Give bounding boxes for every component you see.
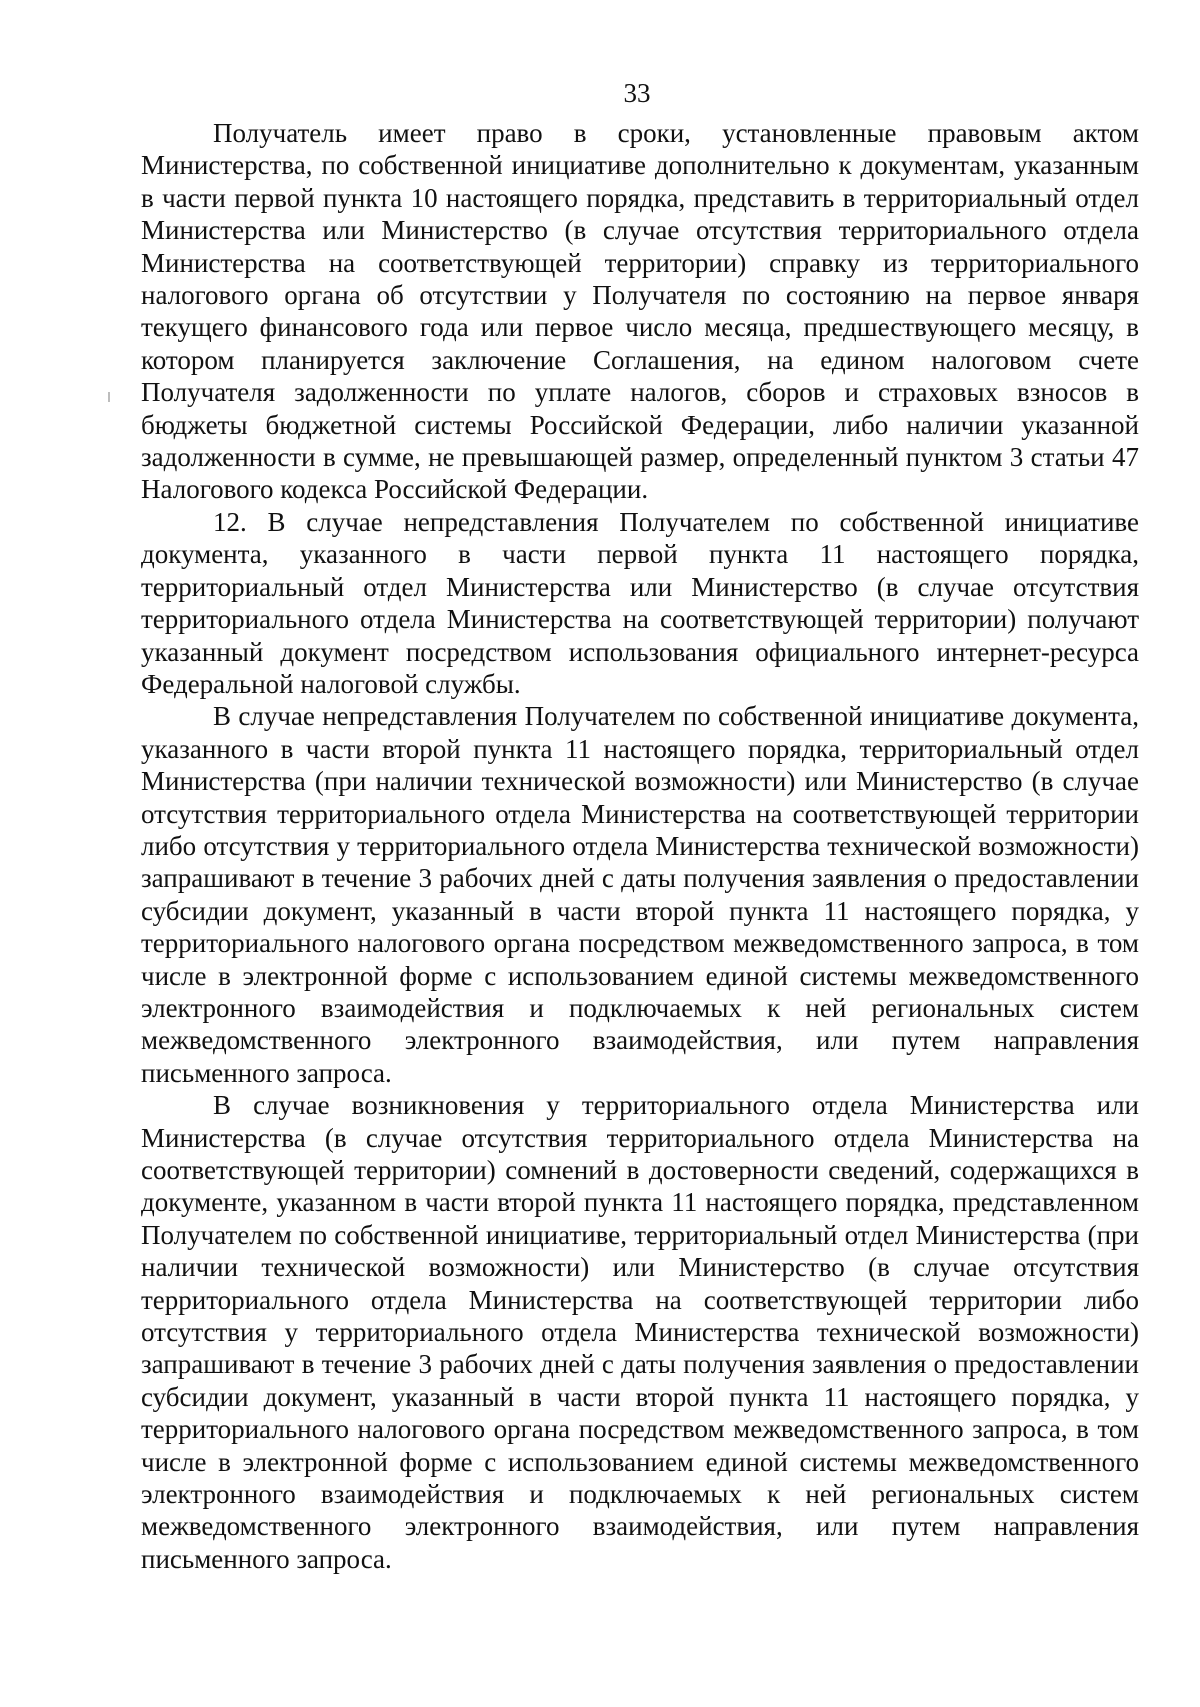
page-number: 33	[623, 78, 651, 108]
document-body	[141, 117, 1139, 1575]
paragraph-second-part-request: В случае непредставления Получателем по собственной инициативе документа, указанного в части второй пункта 11 настоящего порядка, территориальный отдел Министерства (при наличии технической возможности) или Министерство (в случае отсутствия территориального отдела Министерства на соответствующей территории либо отсутствия у территориального отдела Министерства технической возможности) запрашивают в течение 3 рабочих дней с даты получения заявления о предоставлении субсидии документ, указанный в части второй пункта 11 настоящего порядка, у территориального налогового органа посредством межведомственного запроса, в том числе в электронной форме с использованием единой системы межведомственного электронного взаимодействия и подключаемых к ней региональных систем межведомственного электронного взаимодействия, или путем направления письменного запроса.	[141, 701, 1139, 1088]
scan-artifact-mark	[108, 392, 110, 402]
paragraph-item-12: 12. В случае непредставления Получателем по собственной инициативе документа, указанного в части первой пункта 11 настоящего порядка, территориальный отдел Министерства или Министерство (в случае отсутствия территориального отдела Министерства на соответствующей территории) получают указанный документ посредством использования официального интернет-ресурса Федеральной налоговой службы.	[141, 506, 1139, 699]
paragraph-recipient-right: Получатель имеет право в сроки, установленные правовым актом Министерства, по собственной инициативе дополнительно к документам, указанным в части первой пункта 10 настоящего порядка, представить в территориальный отдел Министерства или Министерство (в случае отсутствия территориального отдела Министерства на соответствующей территории) справку из территориального налогового органа об отсутствии у Получателя по состоянию на первое января текущего финансового года или первое число месяца, предшествующего месяцу, в котором планируется заключение Соглашения, на едином налоговом счете Получателя задолженности по уплате налогов, сборов и страховых взносов в бюджеты бюджетной системы Российской Федерации, либо наличии указанной задолженности в сумме, не превышающей размер, определенный пунктом 3 статьи 47 Налогового кодекса Российской Федерации.	[141, 118, 1139, 505]
paragraph-doubt-request: В случае возникновения у территориального отдела Министерства или Министерства (в случае отсутствия территориального отдела Министерства на соответствующей территории) сомнений в достоверности сведений, содержащихся в документе, указанном в части второй пункта 11 настоящего порядка, представленном Получателем по собственной инициативе, территориальный отдел Министерства (при наличии технической возможности) или Министерство (в случае отсутствия территориального отдела Министерства на соответствующей территории либо отсутствия у территориального отдела Министерства технической возможности) запрашивают в течение 3 рабочих дней с даты получения заявления о предоставлении субсидии документ, указанный в части второй пункта 11 настоящего порядка, у территориального налогового органа посредством межведомственного запроса, в том числе в электронной форме с использованием единой системы межведомственного электронного взаимодействия и подключаемых к ней региональных систем межведомственного электронного взаимодействия, или путем направления письменного запроса.	[141, 1090, 1139, 1574]
